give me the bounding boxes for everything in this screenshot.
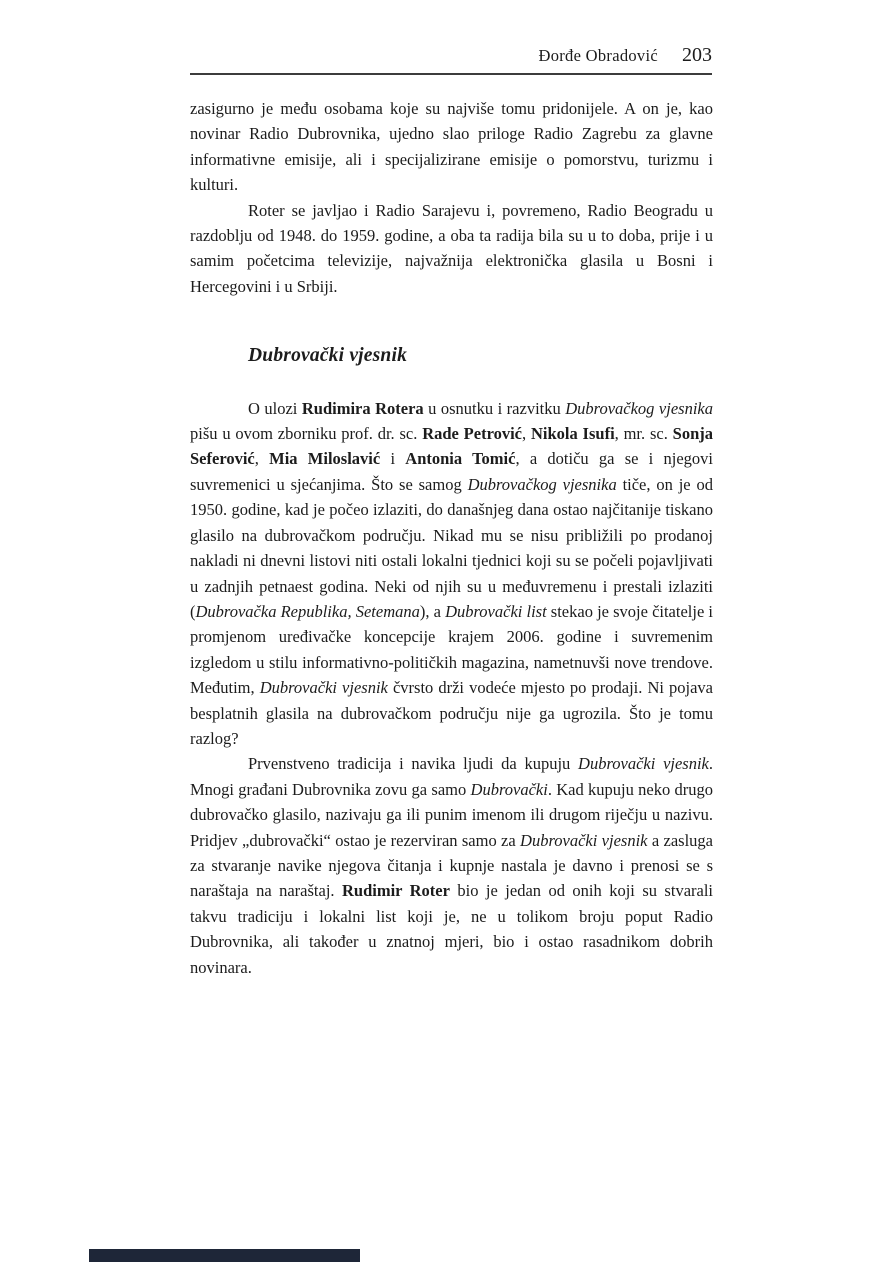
section-heading: Dubrovački vjesnik (248, 345, 408, 367)
text-run: a zasluga za stvaranje navike njegova čitanja i kupnje nastala je davno i prenosi se s naraštaja na naraštaj. (190, 830, 713, 901)
paragraph (190, 751, 713, 980)
text-run: Antonia Tomić (405, 449, 516, 469)
page-header (190, 44, 712, 67)
text-run: pišu u ovom zborniku prof. dr. sc. (190, 424, 423, 444)
text-run: zasigurno je među osobama koje su najviše tomu pridonijele. A on je, kao novinar Radio Dubrovnika, ujedno slao priloge Radio Zagrebu za glavne informativne emisije, ali i specijalizirane emisije o pomorstvu, turizmu i kulturi. (190, 99, 713, 195)
text-run: bio je jedan od onih koji su stvarali takvu tradiciju i lokalni list koji je, ne u tolikom broju poput Radio Dubrovnika, ali također u znatnoj mjeri, bio i ostao rasadnikom dobrih novinara. (190, 881, 713, 977)
text-run: Dubrovačka Republika, Setemana (195, 601, 420, 621)
text-run: čvrsto drži vodeće mjesto po prodaji. Ni pojava besplatnih glasila na dubrovačkom području nije ga ugrozila. Što je tomu razlog? (190, 678, 713, 748)
text-run: O ulozi (248, 398, 302, 418)
author-name: Đorđe Obradović (538, 46, 658, 65)
text-run: ), a (419, 601, 446, 621)
text-run: . Mnogi građani Dubrovnika zovu ga samo (190, 754, 714, 799)
text-run: Dubrovački vjesnik (520, 830, 648, 850)
text-run: , (254, 449, 270, 469)
text-run: Roter se javljao i Radio Sarajevu i, povremeno, Radio Beogradu u razdoblju od 1948. do 1959. godine, a oba ta radija bila su u to doba, prije i u samim početcima televizije, najvažnija elektronička glasila u Bosni i Hercegovini i u Srbiji. (190, 200, 713, 296)
text-run: tiče, on je od 1950. godine, kad je počeo izlaziti, do današnjeg dana ostao najčitanije tiskano glasilo na dubrovačkom području. Nikad mu se nisu približili po prodanoj nakladi ni dnevni listovi niti ostali lokalni tjednici koji su se počeli pojavljivati u zadnjih petnaest godina. Neki od njih su u međuvremenu i prestali izlaziti ( (190, 474, 713, 621)
paragraph (190, 96, 713, 198)
paragraph (190, 198, 713, 300)
text-run: Dubrovački vjesnik (578, 754, 709, 774)
text-run: Rade Petrović (422, 424, 523, 444)
paragraph (190, 396, 713, 752)
text-run: Mia Miloslavić (269, 449, 381, 469)
text-run: Dubrovačkog vjesnika (565, 398, 713, 418)
text-run: . Kad kupuju neko drugo dubrovačko glasilo, nazivaju ga ili punim imenom ili drugom riječju u nazivu. Pridjev „dubrovački“ ostao je rezerviran samo za (190, 779, 713, 850)
text-run: Dubrovački (470, 779, 548, 799)
page-number: 203 (682, 44, 712, 66)
text-run: , a dotiču ga se i njegovi suvremenici u sjećanjima. Što se samog (190, 449, 713, 494)
article-body (190, 96, 713, 980)
text-run: stekao je svoje čitatelje i promjenom uređivačke koncepcije krajem 2006. godine i suvremenim izgledom u stilu informativno-političkih magazina, nametnuvši nove trendove. Međutim, (190, 601, 713, 698)
scan-artifact-bar (89, 1249, 360, 1262)
text-run: Dubrovački vjesnik (259, 678, 388, 698)
text-run: , mr. sc. (614, 424, 673, 444)
header-rule (190, 73, 712, 75)
text-run: Rudimir Roter (341, 881, 450, 901)
text-run: Dubrovačkog vjesnika (467, 474, 617, 494)
text-run: Sonja Seferović (190, 424, 714, 469)
text-run: i (380, 449, 406, 469)
text-run: Nikola Isufi (530, 424, 615, 444)
text-run: Prvenstveno tradicija i navika ljudi da kupuju (248, 754, 579, 774)
text-run: Rudimira Rotera (301, 398, 424, 418)
text-run: Dubrovački list (445, 601, 547, 621)
text-run: u osnutku i razvitku (423, 398, 566, 418)
text-run: , (522, 424, 531, 444)
